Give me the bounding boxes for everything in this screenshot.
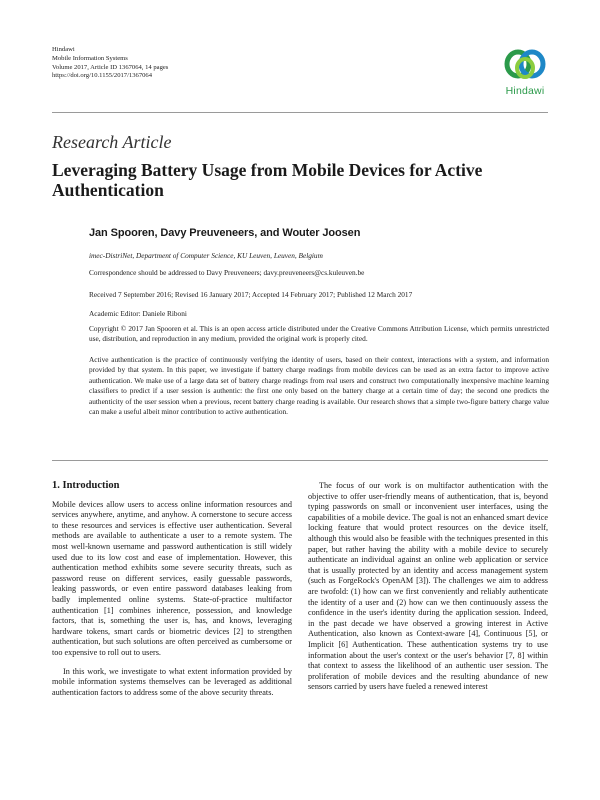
publisher-name: Hindawi [52, 46, 75, 53]
abstract-rule [52, 460, 548, 461]
paper-title: Leveraging Battery Usage from Mobile Devices for Active Authentication [52, 160, 483, 200]
article-type: Research Article [52, 132, 172, 152]
hindawi-logo [497, 44, 553, 106]
right-column [308, 481, 548, 693]
academic-editor: Academic Editor: Daniele Riboni [89, 309, 187, 318]
body-paragraph: In this work, we investigate to what extent information provided by mobile information systems themselves can be leveraged as additional authentication factors to address some of the above security threats. [52, 666, 292, 697]
left-column [52, 481, 292, 698]
volume-line: Volume 2017, Article ID 1367064, 14 pages [52, 63, 169, 71]
affiliation: imec-DistriNet, Department of Computer Science, KU Leuven, Leuven, Belgium [89, 251, 323, 260]
hindawi-logo-icon [502, 44, 548, 84]
copyright-notice: Copyright © 2017 Jan Spooren et al. This is an open access article distributed under the Creative Commons Attribution License, which permits unrestricted use, distribution, and reproduction in any medium, provided the original work is properly cited. [89, 324, 549, 344]
body-paragraph: The focus of our work is on multifactor authentication with the objective to offer user-friendly means of authentication, that is, beyond typing passwords on small or inconvenient user interfaces, using the capabilities of a mobile device. The goal is not an enhanced smart device locking feature that would protect resources on the device itself, although this would also be feasible with the techniques presented in this paper, but rather having the ability with a mobile device to securely authenticate an individual against an online web application or service that is usually protected by an identity and access management system (such as ForgeRock's OpenAM [3]). The challenges we aim to address are twofold: (1) how can we first conveniently and reliably authenticate the identity of a user and (2) how can we then continuously assess the confidence in the user's identity during the application session. Indeed, in the past decade we have observed a growing interest in Active Authentication, also known as Context-aware [4], Continuous [5], or Implicit [6] Authentication. These authentication systems try to use information about the user's context or the user's behavior [7, 8] within that context to assess the likelihood of an authentic user session. The proliferation of mobile devices and the resulting abundance of new sensors carried by users have fueled a renewed interest [308, 481, 548, 692]
logo-wordmark: Hindawi [505, 85, 545, 97]
publication-dates: Received 7 September 2016; Revised 16 January 2017; Accepted 14 February 2017; Published 12 March 2017 [89, 290, 413, 299]
body-paragraph: Mobile devices allow users to access online information resources and services anywhere, anytime, and anyhow. A cornerstone to secure access to these resources and services is effective user authentication. Several methods are available to authenticate a user to a remote system. The most well-known username and password authentication is still widely used due to its low cost and ease of implementation. However, this authentication method exhibits some severe security threats, such as password reuse on different services, easily guessable passwords, leaking passwords, or even entire password databases leaking from badly implemented online systems. State-of-practice multifactor authentication [1] combines inherence, possession, and knowledge factors, that is, something the user is, has, and knows, leveraging hardware tokens, smart cards or biometric devices [2] to strengthen authentication, but such solutions are often perceived as cumbersome or too expensive to roll out to users. [52, 499, 292, 657]
section-heading: 1. Introduction [52, 480, 120, 491]
abstract: Active authentication is the practice of continuously verifying the identity of users, based on their context, interactions with a system, and information provided by that system. In this paper, we investigate if battery charge readings from mobile devices can be used as an extra factor to improve active authentication. We make use of a large data set of battery charge readings from real users and construct two computationally inexpensive machine learning classifiers to predict if a user session is authentic: the first one only based on the battery charge at a certain time of day; the second one predicts the authenticity of the user session when a previous, recent battery charge reading is available. Our research shows that a simple two-figure battery charge value can make a useful albeit minor contribution to active authentication. [89, 355, 549, 417]
correspondence: Correspondence should be addressed to Davy Preuveneers; davy.preuveneers@cs.kuleuven.be [89, 268, 365, 277]
journal-meta [52, 46, 168, 81]
doi-link[interactable]: https://doi.org/10.1155/2017/1367064 [52, 72, 153, 80]
author-list: Jan Spooren, Davy Preuveneers, and Wouter Joosen [89, 227, 361, 239]
header-rule [52, 112, 548, 113]
journal-name: Mobile Information Systems [52, 54, 128, 62]
